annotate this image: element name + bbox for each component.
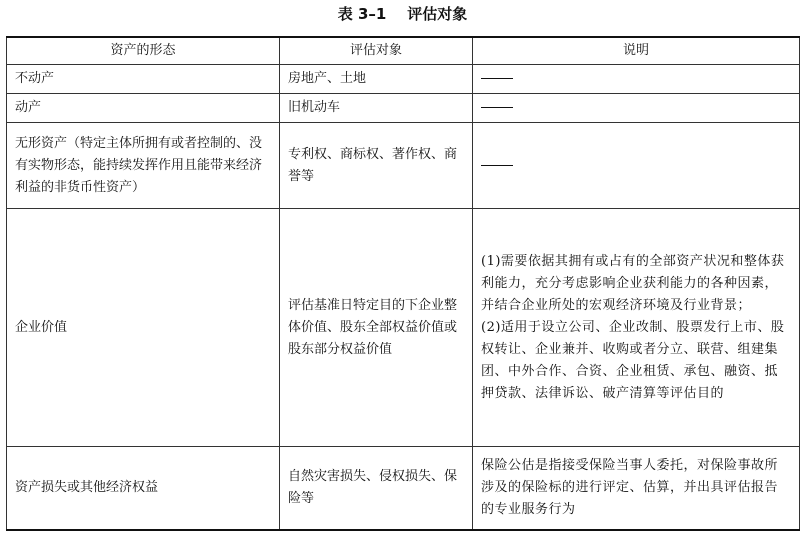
asset-form-cell: 不动产 (7, 65, 280, 94)
description-cell (473, 123, 800, 209)
table-row (7, 123, 800, 209)
header-row (7, 37, 800, 65)
asset-form-cell: 资产损失或其他经济权益 (7, 447, 280, 530)
table-title: 评估对象 (407, 5, 468, 23)
description-paragraph-2: (2)适用于设立公司、企业改制、股票发行上市、股权转让、企业兼并、收购或者分立、联营、组建集团、中外合作、合资、企业租赁、承包、融资、抵押贷款、法律诉讼、破产清算等评估目的 (481, 319, 785, 401)
description-paragraph-1: 保险公估是指接受保险当事人委托，对保险事故所涉及的保险标的进行评定、估算，并出具评估报告的专业服务行为 (481, 457, 779, 517)
dash-placeholder (481, 107, 513, 108)
dash-placeholder (481, 165, 513, 166)
evaluation-object-cell: 专利权、商标权、著作权、商誉等 (280, 123, 473, 209)
description-cell (473, 65, 800, 94)
evaluation-object-table (6, 36, 800, 531)
dash-placeholder (481, 78, 513, 79)
evaluation-object-cell: 房地产、土地 (280, 65, 473, 94)
description-cell (473, 94, 800, 123)
table-row (7, 209, 800, 447)
header-description: 说明 (473, 37, 800, 65)
table-number: 表 3–1 (337, 5, 387, 23)
header-evaluation-object: 评估对象 (280, 37, 473, 65)
description-cell (473, 447, 800, 530)
table-caption (0, 3, 805, 25)
table-row (7, 447, 800, 530)
table-row (7, 65, 800, 94)
asset-form-cell: 动产 (7, 94, 280, 123)
evaluation-object-cell: 自然灾害损失、侵权损失、保险等 (280, 447, 473, 530)
asset-form-cell: 企业价值 (7, 209, 280, 447)
table-row (7, 94, 800, 123)
description-cell (473, 209, 800, 447)
evaluation-object-cell: 旧机动车 (280, 94, 473, 123)
asset-form-cell: 无形资产（特定主体所拥有或者控制的、没有实物形态，能持续发挥作用且能带来经济利益的非货币性资产） (7, 123, 280, 209)
evaluation-object-cell: 评估基准日特定目的下企业整体价值、股东全部权益价值或股东部分权益价值 (280, 209, 473, 447)
header-asset-form: 资产的形态 (7, 37, 280, 65)
description-paragraph-1: (1)需要依据其拥有或占有的全部资产状况和整体获利能力，充分考虑影响企业获利能力的各种因素，并结合企业所处的宏观经济环境及行业背景； (481, 253, 785, 313)
